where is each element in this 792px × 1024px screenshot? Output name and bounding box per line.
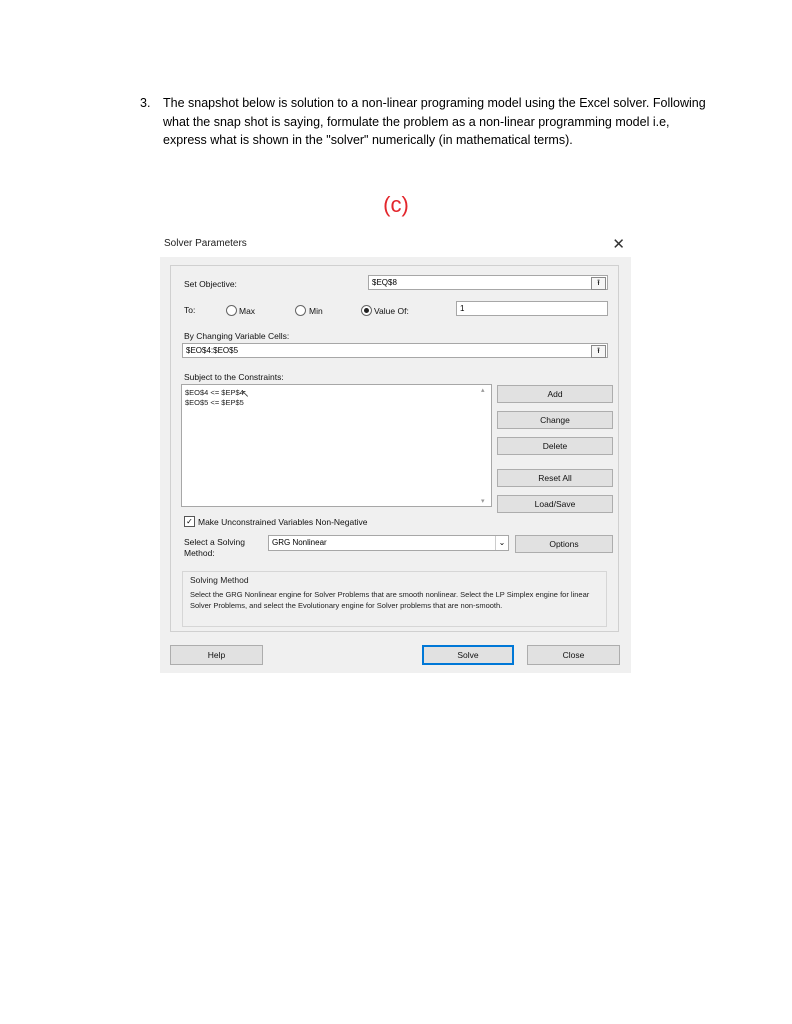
max-label: Max [239,306,256,316]
close-button[interactable]: Close [527,645,620,665]
mouse-cursor-icon: ↖ [241,389,250,400]
list-item[interactable]: $EO$4 <= $EP$4 [185,388,244,397]
set-objective-label: Set Objective: [184,279,237,289]
solving-method-label: Select a Solving Method: [184,537,245,558]
objective-input[interactable] [368,275,608,290]
changing-cells-value: $EO$4:$EO$5 [186,346,239,355]
scroll-up-icon[interactable]: ▴ [481,387,485,394]
collapse-ref-icon[interactable]: ⭱ [591,345,606,358]
solve-button[interactable]: Solve [422,645,514,665]
reset-all-button[interactable]: Reset All [497,469,613,487]
constraints-scrollbar[interactable] [479,385,491,506]
solving-method-group-title: Solving Method [190,575,249,585]
close-icon[interactable]: ✕ [612,236,625,253]
changing-cells-label: By Changing Variable Cells: [184,331,290,341]
nonneg-label: Make Unconstrained Variables Non-Negative [198,517,368,527]
question-number: 3. [140,96,151,110]
solving-method-group [182,571,607,627]
help-button[interactable]: Help [170,645,263,665]
value-of-input[interactable]: 1 [456,301,608,316]
solving-method-select[interactable] [268,535,509,551]
load-save-button[interactable]: Load/Save [497,495,613,513]
value-of-radio[interactable] [361,305,372,316]
objective-value: $EQ$8 [372,278,397,287]
subpart-label: (c) [383,192,409,217]
solving-method-description: Select the GRG Nonlinear engine for Solver Problems that are smooth nonlinear. Select the LP Simplex engine for linear Solver Problems, and select the Evolutionary engine for Solver problems that are non-smooth. [190,590,590,610]
constraints-label: Subject to the Constraints: [184,372,284,382]
constraints-list[interactable] [181,384,492,507]
min-label: Min [309,306,323,316]
max-radio[interactable] [226,305,237,316]
title-bar [160,234,631,257]
nonneg-checkbox[interactable]: ✓ [184,516,195,527]
change-button[interactable]: Change [497,411,613,429]
changing-cells-input[interactable] [182,343,608,358]
collapse-ref-icon[interactable]: ⭱ [591,277,606,290]
options-button[interactable]: Options [515,535,613,553]
add-button[interactable]: Add [497,385,613,403]
question-text: The snapshot below is solution to a non-linear programing model using the Excel solver. Following what the snap shot is saying, formulate the problem as a non-linear programming model i.e, express what is shown in the "solver" numerically (in mathematical terms). [163,96,706,147]
min-radio[interactable] [295,305,306,316]
value-of-label: Value Of: [374,306,409,316]
list-item[interactable]: $EO$5 <= $EP$5 [185,398,244,407]
solving-method-value: GRG Nonlinear [272,538,327,547]
dialog-title: Solver Parameters [164,238,247,249]
to-label: To: [184,305,196,315]
delete-button[interactable]: Delete [497,437,613,455]
chevron-down-icon[interactable]: ⌄ [495,536,508,550]
scroll-down-icon[interactable]: ▾ [481,498,485,505]
